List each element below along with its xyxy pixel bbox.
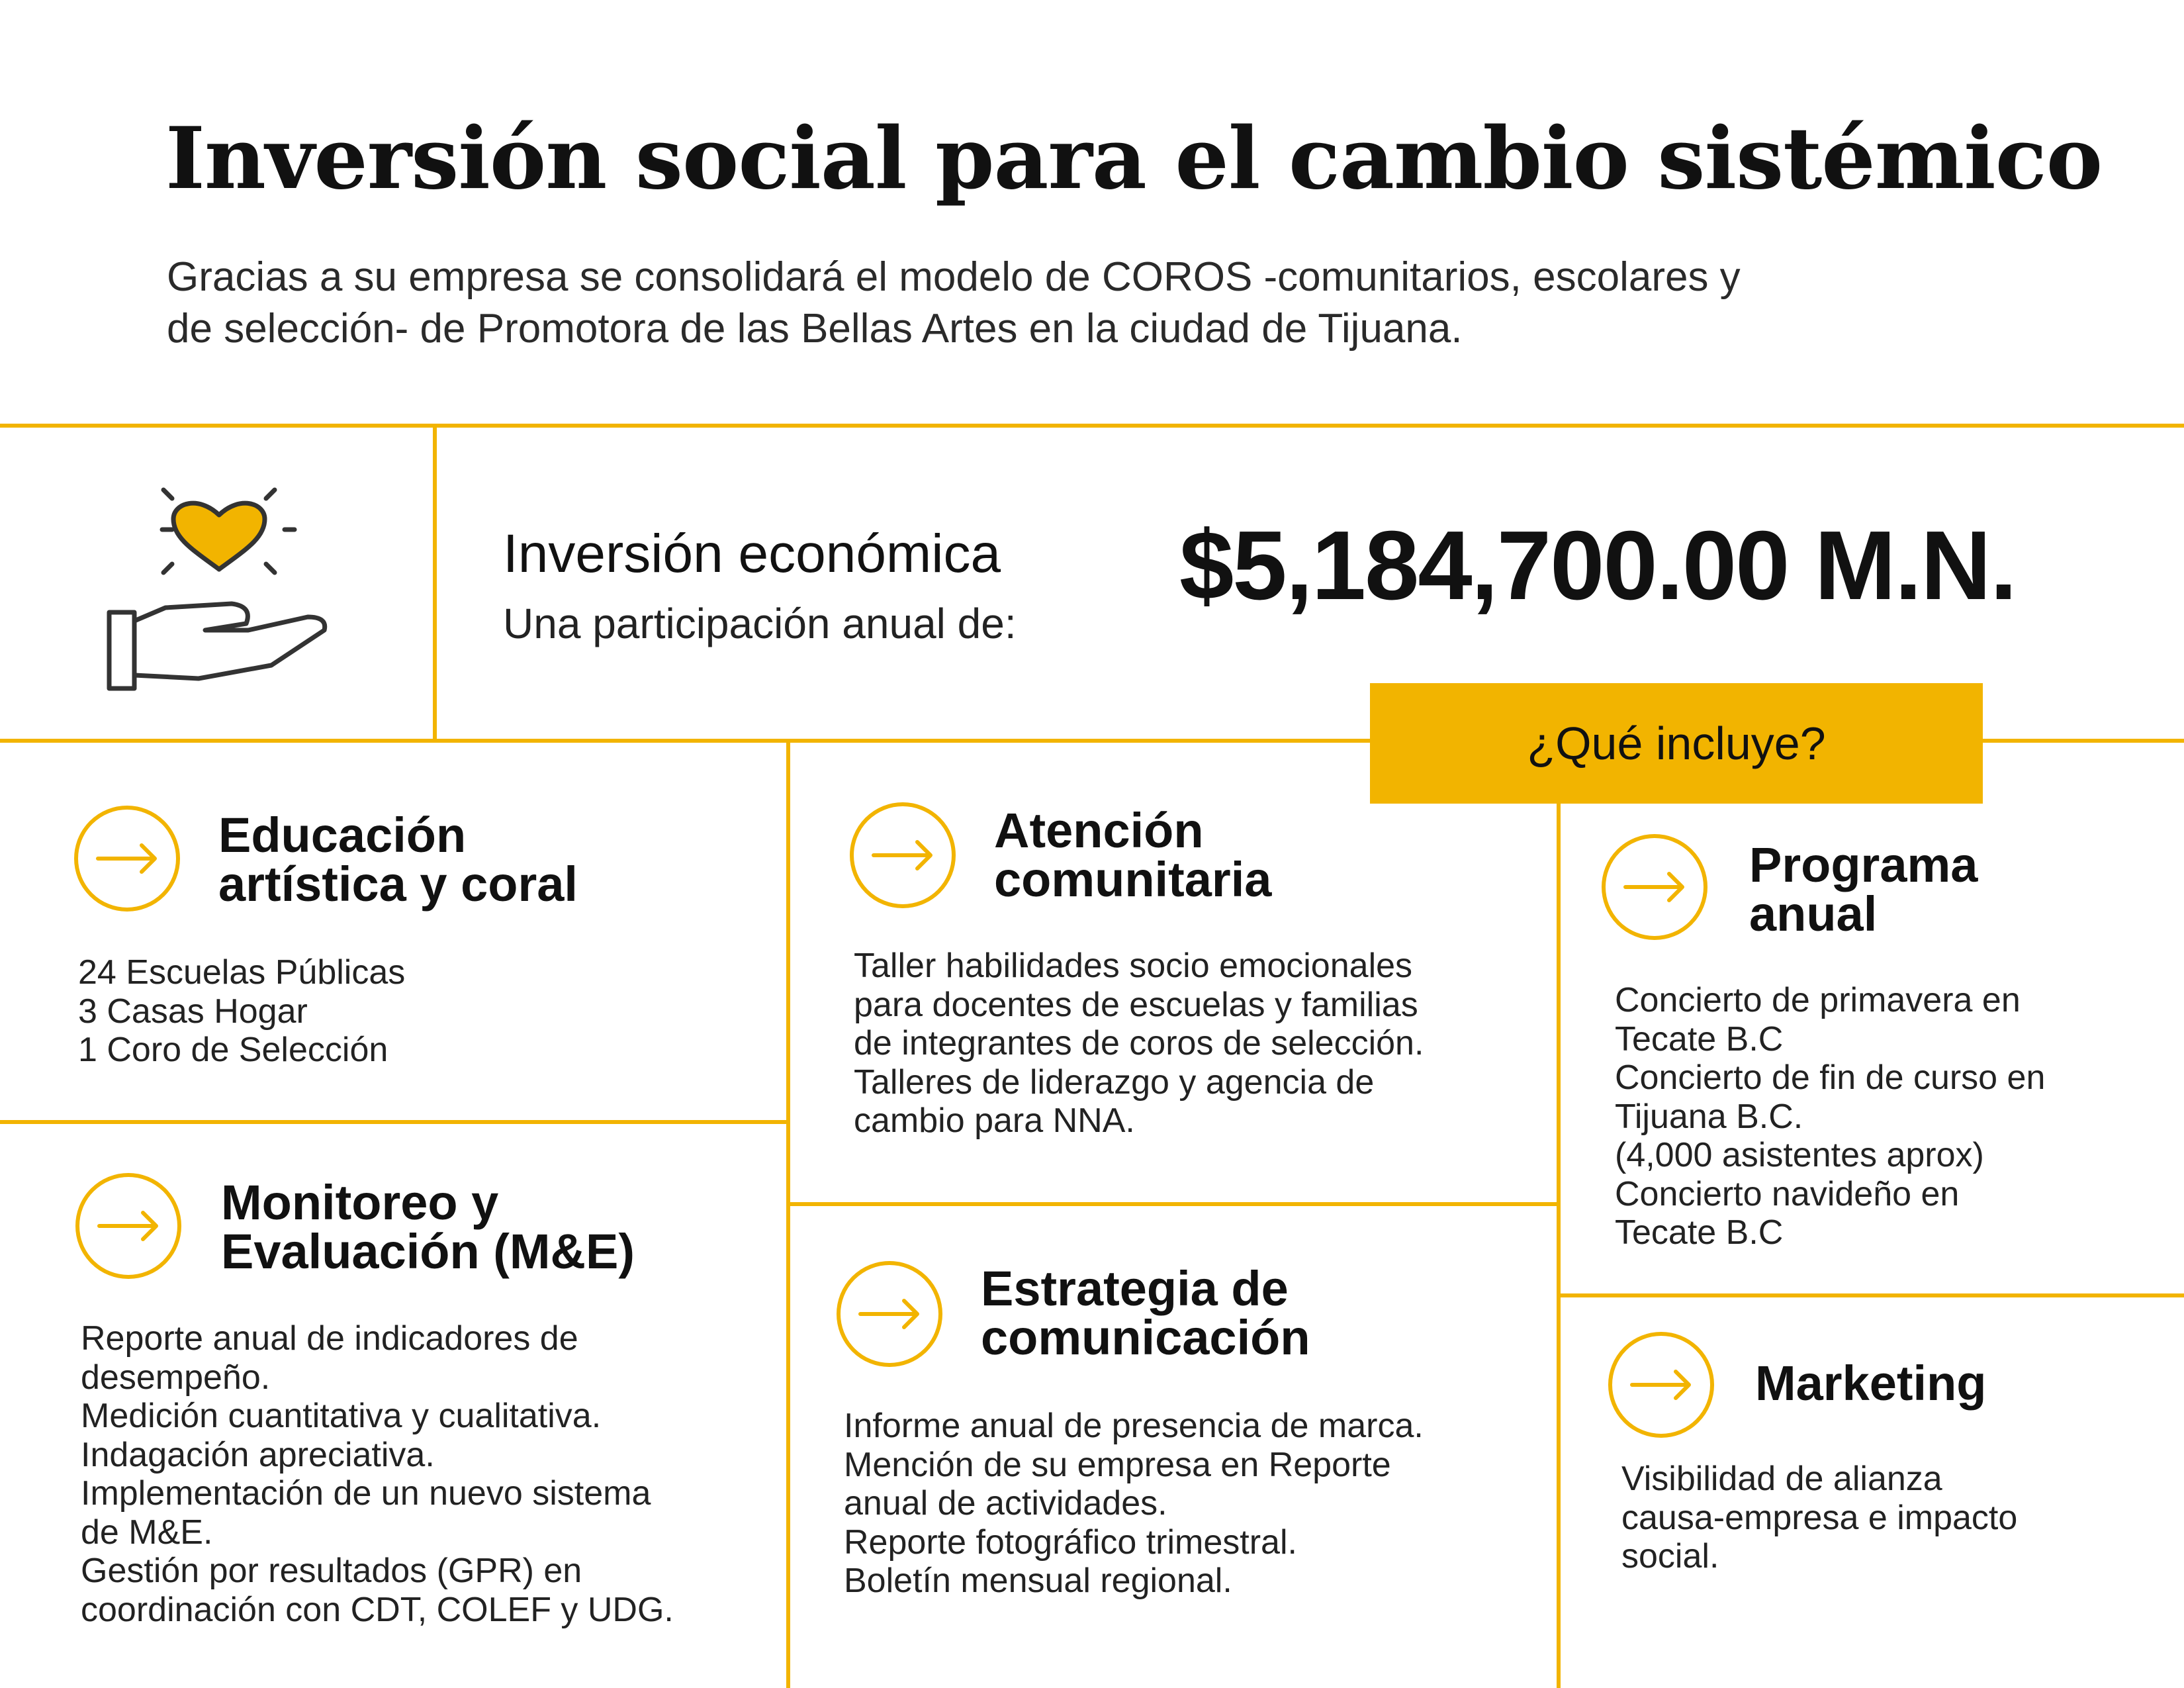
section-body-programa: Concierto de primavera en Tecate B.C Concierto de fin de curso en Tijuana B.C. (4,000 asistentes aprox) Concierto navideño en Tecate B.C (1615, 981, 2046, 1252)
heart-in-hand-icon (99, 477, 344, 695)
section-title-estrategia: Estrategia de comunicación (981, 1261, 1310, 1365)
includes-banner (1370, 683, 1983, 804)
section-body-monitoreo: Reporte anual de indicadores de desempeño. Medición cuantitativa y cualitativa. Indagación apreciativa. Implementación de un nuevo sistema de M&E. Gestión por resultados (GPR) en coordinación con CDT, COLEF y UDG. (81, 1319, 674, 1629)
section-title-programa: Programa anual (1749, 837, 1978, 941)
arrow-right-circle-icon (74, 1172, 183, 1280)
investment-sublabel: Una participación anual de: (503, 600, 1017, 647)
divider-col1-mid (0, 1120, 790, 1124)
divider-col-1 (786, 739, 790, 1688)
divider-top (0, 424, 2184, 428)
investment-label: Inversión económica (503, 524, 1001, 584)
subtitle-line: de selección- de Promotora de las Bellas Artes en la ciudad de Tijuana. (167, 306, 1463, 352)
section-title-educacion: Educación artística y coral (218, 808, 578, 912)
arrow-right-circle-icon (73, 804, 181, 913)
investment-amount: $5,184,700.00 M.N. (1179, 511, 2016, 620)
section-title-monitoreo: Monitoreo y Evaluación (M&E) (221, 1175, 635, 1279)
divider-col2-mid (786, 1202, 1561, 1206)
divider-investment-bottom-right (1983, 739, 2184, 743)
arrow-right-circle-icon (1607, 1331, 1715, 1439)
divider-col3-mid (1557, 1293, 2184, 1297)
page-title: Inversión social para el cambio sistémico (165, 109, 2103, 209)
section-body-atencion: Taller habilidades socio emocionales para docentes de escuelas y familias de integrantes de coros de selección. Talleres de liderazgo y agencia de cambio para NNA. (854, 947, 1424, 1140)
divider-investment-bottom (0, 739, 1370, 743)
divider-col-2 (1557, 804, 1561, 1688)
divider-icon-cell (433, 424, 437, 743)
section-title-marketing: Marketing (1755, 1356, 1987, 1411)
section-body-marketing: Visibilidad de alianza causa-empresa e impacto social. (1621, 1460, 2018, 1575)
section-title-atencion: Atención comunitaria (994, 803, 1272, 907)
arrow-right-circle-icon (848, 801, 957, 910)
includes-label: ¿Qué incluye? (1527, 718, 1826, 769)
arrow-right-circle-icon (1600, 833, 1709, 941)
subtitle-line: Gracias a su empresa se consolidará el modelo de COROS -comunitarios, escolares y (167, 254, 1741, 300)
section-body-educacion: 24 Escuelas Públicas 3 Casas Hogar 1 Coro de Selección (78, 953, 406, 1069)
page-subtitle (167, 252, 2086, 355)
section-body-estrategia: Informe anual de presencia de marca. Mención de su empresa en Reporte anual de actividades. Reporte fotográfico trimestral. Boletín mensual regional. (844, 1407, 1424, 1600)
arrow-right-circle-icon (835, 1260, 944, 1368)
